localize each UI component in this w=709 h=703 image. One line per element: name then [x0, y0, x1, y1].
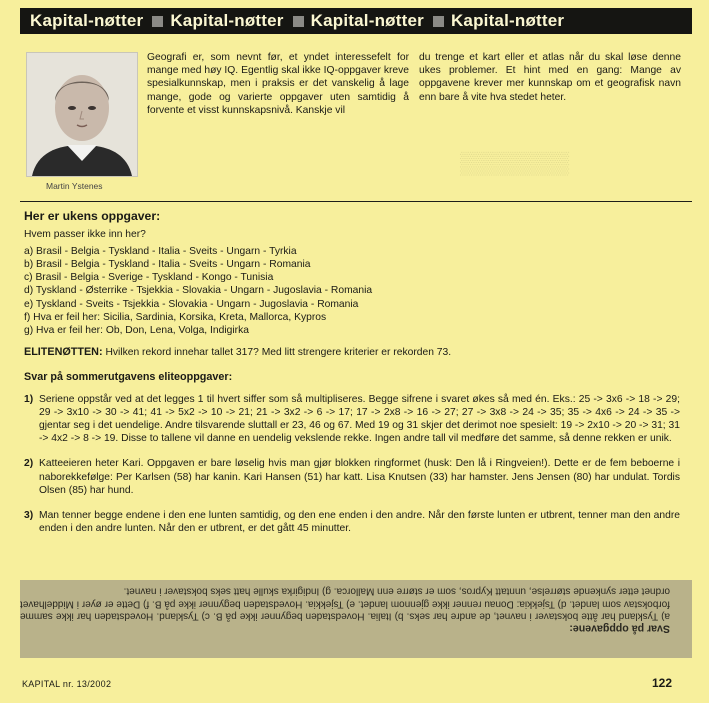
intro-column-1: Geografi er, som nevnt før, et yndet interessefelt for mange med høy IQ. Egentlig skal ikke IQ-oppgaver kreve spesialkunnskap, men i praksis er det vanskelig å lage mange, gode og varierte oppgaver uten samtidig å forvente et visst kunnskapsnivå. Kanskje vil — [147, 52, 409, 116]
task-item: b) Brasil - Belgia - Tyskland - Italia - Sveits - Ungarn - Romania — [24, 259, 311, 271]
answer-text: Katteeieren heter Kari. Oppgaven er bare løselig hvis man gjør blokken ringformet (husk: Den lå i Ringveien!). Dette er de fem beboerne i naborekkefølge: Per Karlsen (58) har kanin. Kari Hansen (51) har katt. Lisa Knutsen (33) har hamster. Jens Jensen (80) har undulat. Tordis Olsen (85) har hund. — [39, 458, 680, 496]
author-photo — [26, 52, 138, 177]
task-item: e) Tyskland - Sveits - Tsjekkia - Slovakia - Ungarn - Jugoslavia - Romania — [24, 298, 359, 310]
answers-heading: Svar på sommerutgavens eliteoppgaver: — [24, 370, 233, 383]
solution-title: Svar på oppgavene: — [569, 622, 670, 635]
task-item: d) Tyskland - Østerrike - Tsjekkia - Slovakia - Ungarn - Jugoslavia - Romania — [24, 285, 373, 297]
banner-title-3: Kapital-nøtter — [311, 11, 451, 31]
elite-text: Hvilken rekord innehar tallet 317? Med litt strengere kriterier er rekorden 73. — [102, 346, 452, 358]
photo-caption: Martin Ystenes — [46, 181, 103, 191]
divider — [20, 201, 692, 202]
task-item: f) Hva er feil her: Sicilia, Sardinia, Korsika, Kreta, Mallorca, Kypros — [24, 311, 327, 323]
section-banner — [20, 8, 692, 34]
bleed-through-texture: ▒▒▒▒▒▒▒ — [460, 150, 570, 175]
banner-title-2: Kapital-nøtter — [170, 11, 310, 31]
tasks-question: Hvem passer ikke inn her? — [24, 229, 146, 241]
elite-question — [24, 346, 680, 359]
banner-title-1: Kapital-nøtter — [30, 11, 170, 31]
solution-body: a) Tyskland har åtte bokstaver i navnet, de andre har seks. b) Italia. Hovedstaden begynner ikke på B. c) Tyskland. Hovedstaden har ikke samme forbokstav som landet. d) Tsjekkia: Donau renner ikke gjennom landet. e) Tsjekkia. Hovedstaden begynner ikke på B. f) Dette er øyer i Middelhavet ordnet etter synkende størrelse, unntatt Kypros, som er større enn Mallorca. g) Indigirka skulle hatt seks bokstaver i navnet. — [20, 585, 670, 622]
answer-number: 3) — [24, 509, 34, 521]
magazine-issue: KAPITAL nr. 13/2002 — [22, 679, 112, 689]
answer-number: 1) — [24, 394, 34, 406]
tasks-section — [24, 210, 680, 535]
banner-title-4: Kapital-nøtter — [450, 11, 565, 30]
tasks-heading: Her er ukens oppgaver: — [24, 209, 161, 223]
task-item: c) Brasil - Belgia - Sverige - Tyskland - Kongo - Tunisia — [24, 272, 274, 284]
answer-text: Seriene oppstår ved at det legges 1 til hvert siffer som så multipliseres. Begge sifrene i svaret økes så med én. Eks.: 25 -> 3x6 -> 18 -> 29; 29 -> 3x10 -> 30 -> 41; 41 -> 5x2 -> 10 -> 21; 21 -> 3x2 -> 6 -> 17; 17 -> 2x8 -> 16 -> 27; 27 -> 3x8 -> 24 -> 35; 35 -> 4x6 -> 24 -> 35 -> gjentar seg i det uendelige. Andre tilsvarende sluttall er 23, 46 og 67. Med 19 og 31 skjer det derimot noe spesielt: 19 -> 2x10 -> 20 -> 31; 31 -> 4x2 -> 8 -> 19. Disse to tallene vil danne en uendelig vekslende rekke. Ingen andre tall vil medføre det samme, så denne rekken er unik. — [39, 394, 680, 445]
elite-label: ELITENØTTEN: — [24, 345, 103, 358]
solution-text-upside-down — [20, 584, 670, 634]
task-item: g) Hva er feil her: Ob, Don, Lena, Volga, Indigirka — [24, 324, 249, 336]
page-number: 122 — [652, 676, 673, 690]
answer-number: 2) — [24, 458, 34, 470]
intro-column-2: du trenge et kart eller et atlas når du skal løse denne ukes problemer. Et hint med en gang: Mange av oppgavene krever mer kunnskap om et geografisk navn enn bare å vite hva stedet heter. — [419, 52, 681, 103]
task-item: a) Brasil - Belgia - Tyskland - Italia - Sveits - Ungarn - Tyrkia — [24, 246, 297, 258]
answer-item — [24, 509, 680, 535]
tasks-list — [24, 245, 680, 337]
answer-text: Man tenner begge endene i den ene lunten samtidig, og den ene enden i den andre. Når den første lunten er utbrent, tenner man den andre enden i den andre lunten. Når den er utbrent, er det gått 45 minutter. — [39, 509, 680, 534]
answer-item — [24, 393, 680, 445]
answer-item — [24, 457, 680, 496]
